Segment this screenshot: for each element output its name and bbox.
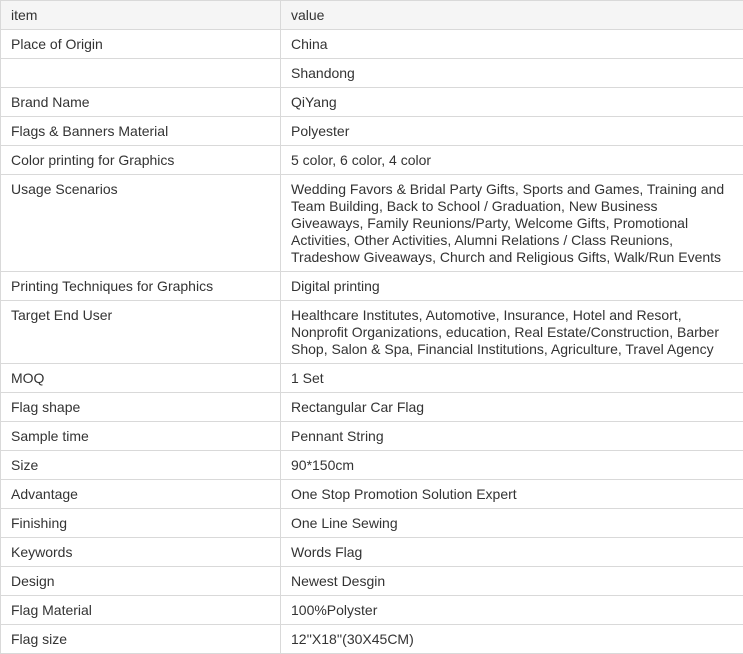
item-cell: Color printing for Graphics [1,146,281,175]
table-row [1,480,743,509]
table-row [1,625,743,654]
item-cell: Size [1,451,281,480]
table-row [1,175,743,272]
value-cell: 90*150cm [281,451,743,480]
table-row [1,88,743,117]
item-cell: Finishing [1,509,281,538]
table-row [1,422,743,451]
table-row [1,509,743,538]
value-cell: Words Flag [281,538,743,567]
item-cell: Flag shape [1,393,281,422]
table-row [1,538,743,567]
item-cell: Design [1,567,281,596]
table-row [1,364,743,393]
table-row [1,272,743,301]
value-cell: Digital printing [281,272,743,301]
value-cell: 12''X18''(30X45CM) [281,625,743,654]
value-cell: Wedding Favors & Bridal Party Gifts, Sports and Games, Training and Team Building, Back to School / Graduation, New Business Giveaways, Family Reunions/Party, Welcome Gifts, Promotional Activities, Other Activities, Alumni Relations / Class Reunions, Tradeshow Giveaways, Church and Religious Gifts, Walk/Run Events [281,175,743,272]
value-cell: QiYang [281,88,743,117]
item-cell: Advantage [1,480,281,509]
value-cell: 1 Set [281,364,743,393]
table-row [1,451,743,480]
item-cell: Keywords [1,538,281,567]
value-cell: Polyester [281,117,743,146]
table-header-row [1,1,743,30]
item-cell: Sample time [1,422,281,451]
header-value-cell: value [281,1,743,30]
spec-table-body [1,1,743,654]
value-cell: Shandong [281,59,743,88]
table-row [1,301,743,364]
item-cell: Target End User [1,301,281,364]
item-cell: Flags & Banners Material [1,117,281,146]
item-cell: Flag size [1,625,281,654]
table-row [1,59,743,88]
table-row [1,596,743,625]
table-row [1,393,743,422]
value-cell: Pennant String [281,422,743,451]
item-cell [1,59,281,88]
header-item-cell: item [1,1,281,30]
table-row [1,117,743,146]
item-cell: MOQ [1,364,281,393]
value-cell: Newest Desgin [281,567,743,596]
table-row [1,567,743,596]
value-cell: China [281,30,743,59]
value-cell: Rectangular Car Flag [281,393,743,422]
table-row [1,146,743,175]
value-cell: One Line Sewing [281,509,743,538]
item-cell: Brand Name [1,88,281,117]
item-cell: Flag Material [1,596,281,625]
value-cell: 100%Polyster [281,596,743,625]
table-row [1,30,743,59]
value-cell: 5 color, 6 color, 4 color [281,146,743,175]
item-cell: Place of Origin [1,30,281,59]
value-cell: Healthcare Institutes, Automotive, Insurance, Hotel and Resort, Nonprofit Organizations, education, Real Estate/Construction, Barber Shop, Salon & Spa, Financial Institutions, Agriculture, Travel Agency [281,301,743,364]
value-cell: One Stop Promotion Solution Expert [281,480,743,509]
item-cell: Usage Scenarios [1,175,281,272]
item-cell: Printing Techniques for Graphics [1,272,281,301]
